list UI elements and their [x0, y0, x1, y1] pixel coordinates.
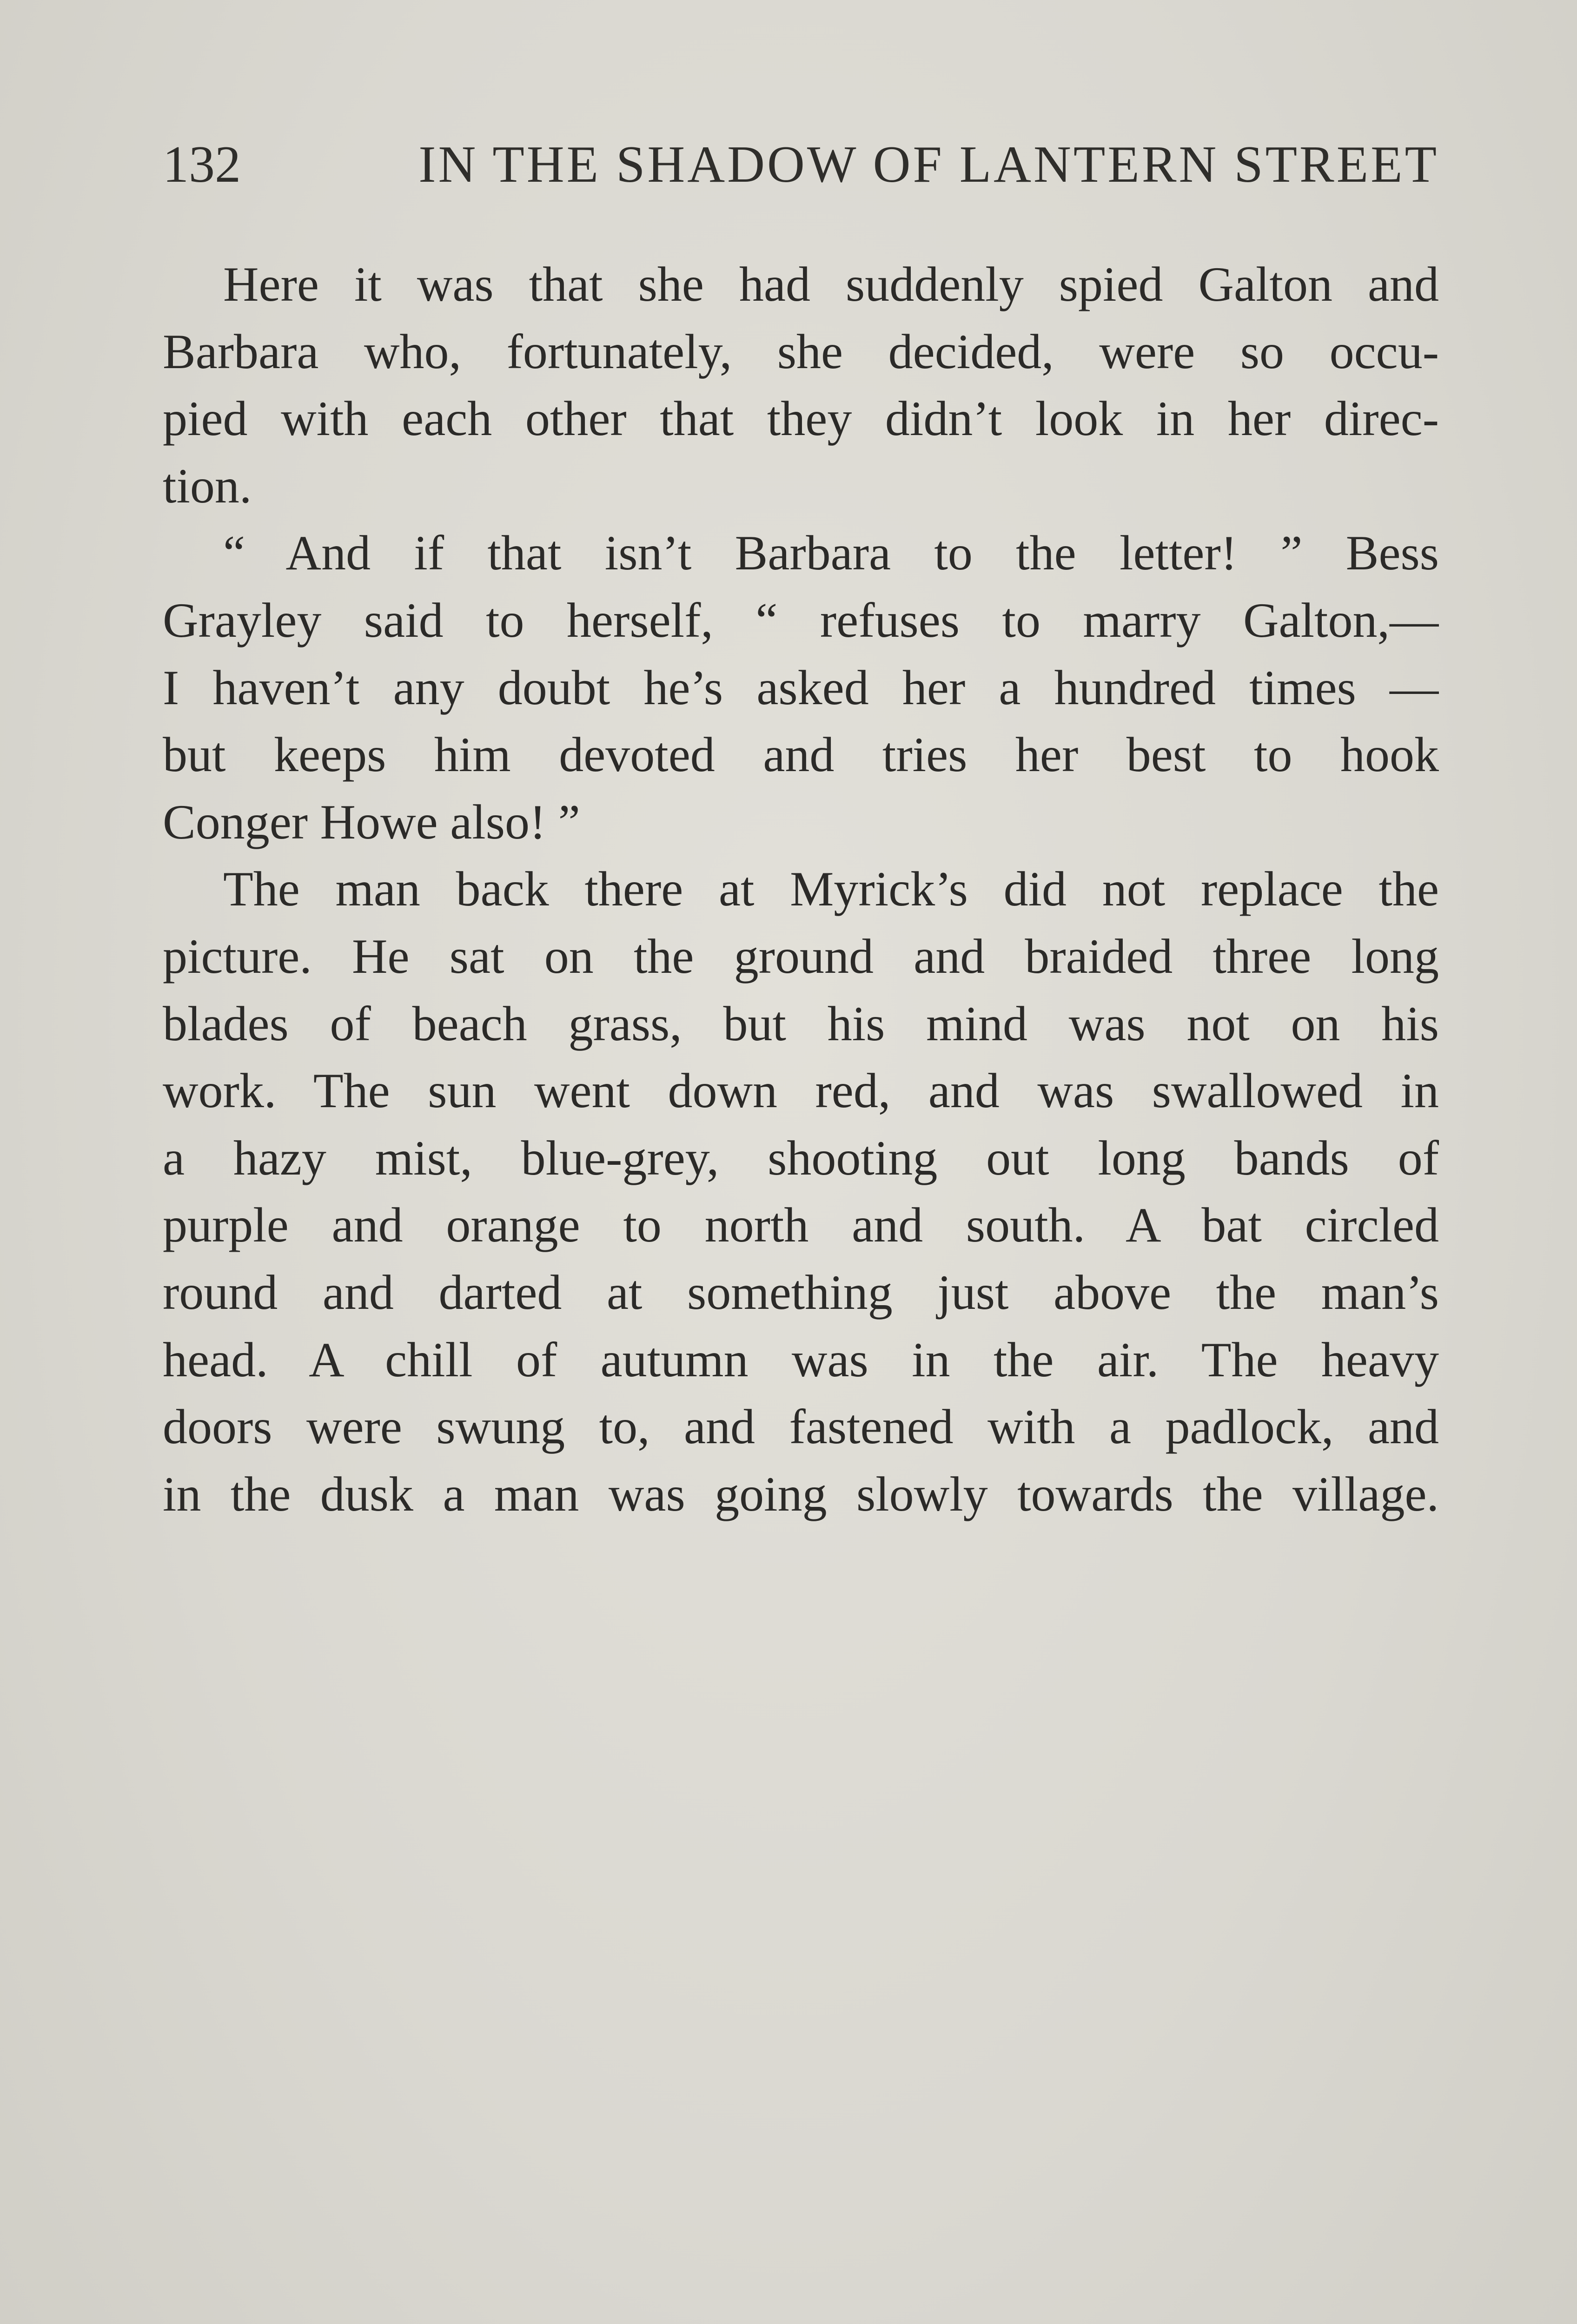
text-line: head. A chill of autumn was in the air. The heavy — [163, 1332, 1439, 1387]
text-line: work. The sun went down red, and was swallowed in — [163, 1063, 1439, 1118]
text-line: Conger Howe also! ” — [163, 794, 580, 849]
text-line: pied with each other that they didn’t look in her direc- — [163, 391, 1439, 446]
text-line: The man back there at Myrick’s did not replace the — [223, 862, 1439, 917]
text-line: a hazy mist, blue-grey, shooting out long bands of — [163, 1130, 1439, 1185]
text-line: “ And if that isn’t Barbara to the letter! ” Bess — [223, 526, 1439, 581]
text-line: I haven’t any doubt he’s asked her a hundred times — — [163, 660, 1439, 715]
body-text — [163, 251, 1439, 1528]
running-header — [163, 135, 1439, 200]
text-line: but keeps him devoted and tries her best to hook — [163, 727, 1439, 782]
text-line: doors were swung to, and fastened with a padlock, and — [163, 1400, 1439, 1454]
text-line: Here it was that she had suddenly spied Galton and — [223, 257, 1439, 311]
text-line: tion. — [163, 458, 252, 513]
text-line: purple and orange to north and south. A bat circled — [163, 1198, 1439, 1253]
page-number: 132 — [163, 136, 241, 193]
text-line: round and darted at something just above the man’s — [163, 1265, 1439, 1320]
text-line: blades of beach grass, but his mind was not on his — [163, 996, 1439, 1051]
text-line: in the dusk a man was going slowly towards the village. — [163, 1466, 1439, 1521]
text-line: picture. He sat on the ground and braided three long — [163, 929, 1439, 984]
text-line: Grayley said to herself, “ refuses to marry Galton,— — [163, 593, 1439, 647]
text-line: Barbara who, fortunately, she decided, were so occu- — [163, 324, 1439, 379]
running-title: IN THE SHADOW OF LANTERN STREET — [418, 136, 1439, 193]
